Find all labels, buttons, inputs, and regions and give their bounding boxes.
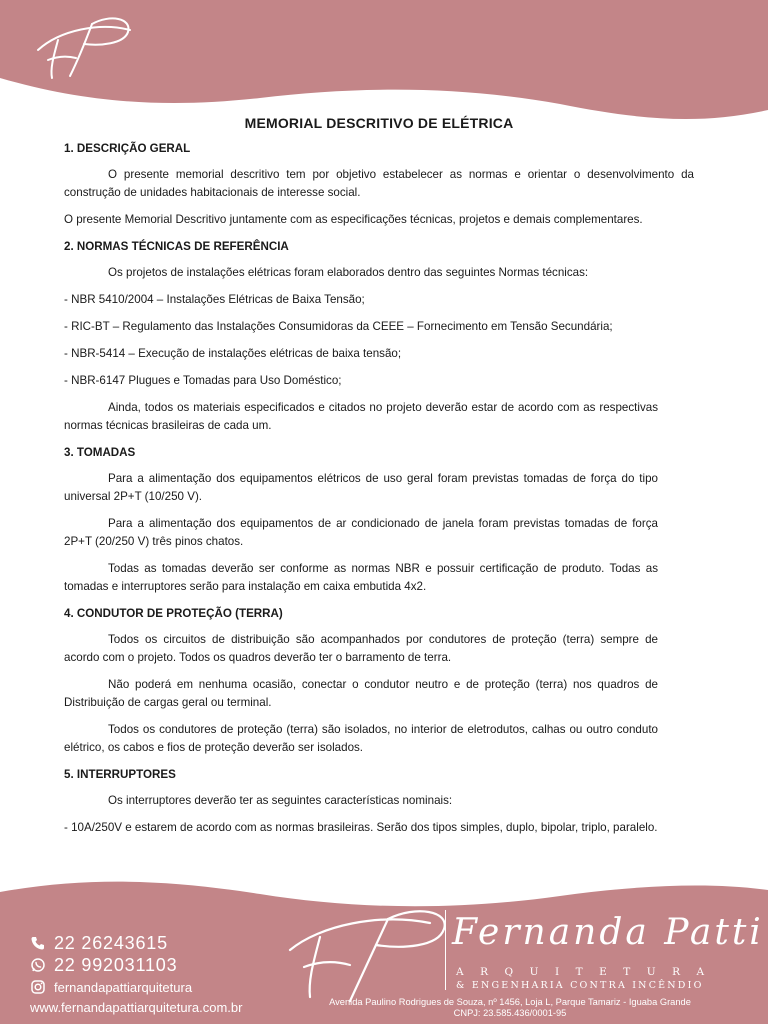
footer-contacts [30, 932, 242, 1015]
brand-subtitle-arquitetura: ARQUITETURA [456, 966, 721, 978]
list-item: - NBR 5410/2004 – Instalações Elétricas de Baixa Tensão; [64, 293, 365, 306]
section-interruptores [64, 766, 694, 837]
paragraph: Os interruptores deverão ter as seguintes características nominais: [108, 794, 453, 807]
paragraph: O presente Memorial Descritivo juntamente com as especificações técnicas, projetos e demais complementares. [64, 213, 643, 226]
list-item: - NBR-5414 – Execução de instalações elétricas de baixa tensão; [64, 347, 402, 360]
brand-subtitle-engenharia: & ENGENHARIA CONTRA INCÊNDIO [456, 980, 704, 991]
section-heading: 3. TOMADAS [64, 446, 136, 459]
brand-name: Fernanda Patti [452, 912, 764, 953]
document-body [64, 114, 694, 846]
paragraph: O presente memorial descritivo tem por objetivo estabelecer as normas e orientar o desenvolvimento da construção de unidades habitacionais de interesse social. [64, 168, 694, 199]
section-heading: 4. CONDUTOR DE PROTEÇÃO (TERRA) [64, 607, 283, 620]
instagram-handle: fernandapattiarquitetura [54, 979, 193, 995]
instagram-contact[interactable] [30, 976, 242, 998]
instagram-icon [30, 979, 46, 995]
section-heading: 5. INTERRUPTORES [64, 768, 176, 781]
paragraph: Todas as tomadas deverão ser conforme as normas NBR e possuir certificação de produto. Todas as tomadas e interruptores serão para instalação em caixa embutida 4x2. [64, 562, 658, 593]
paragraph: Os projetos de instalações elétricas foram elaborados dentro das seguintes Normas técnicas: [108, 266, 589, 279]
whatsapp-number: 22 992031103 [54, 954, 178, 975]
website-link[interactable]: www.fernandapattiarquitetura.com.br [30, 1000, 243, 1015]
paragraph: Não poderá em nenhuma ocasião, conectar o condutor neutro e de proteção (terra) nos quadros de Distribuição de cargas geral ou terminal. [64, 678, 658, 709]
section-descricao-geral [64, 140, 694, 229]
section-heading: 2. NORMAS TÉCNICAS DE REFERÊNCIA [64, 240, 289, 253]
paragraph: Para a alimentação dos equipamentos de ar condicionado de janela foram previstas tomadas de força 2P+T (20/250 V) três pinos chatos. [64, 517, 658, 548]
cnpj-line: CNPJ: 23.585.436/0001-95 [453, 1008, 567, 1018]
paragraph: Para a alimentação dos equipamentos elétricos de uso geral foram previstas tomadas de força do tipo universal 2P+T (10/250 V). [64, 472, 658, 503]
document-title: MEMORIAL DESCRITIVO DE ELÉTRICA [244, 115, 514, 131]
paragraph: - 10A/250V e estarem de acordo com as normas brasileiras. Serão dos tipos simples, duplo, bipolar, triplo, paralelo. [64, 821, 658, 834]
whatsapp-contact[interactable] [30, 954, 242, 976]
paragraph: Todos os condutores de proteção (terra) são isolados, no interior de eletrodutos, calhas ou outro conduto elétrico, os cabos e fios de proteção deverão ser isolados. [64, 723, 658, 754]
address-line: Avenida Paulino Rodrigues de Souza, nº 1456, Loja L, Parque Tamariz - Iguaba Grande [329, 997, 691, 1007]
phone-number: 22 26243615 [54, 932, 168, 953]
phone-contact[interactable] [30, 932, 242, 954]
list-item: - RIC-BT – Regulamento das Instalações Consumidoras da CEEE – Fornecimento em Tensão Secundária; [64, 320, 613, 333]
paragraph: Todos os circuitos de distribuição são acompanhados por condutores de proteção (terra) sempre de acordo com o projeto. Todos os quadros deverão ter o barramento de terra. [64, 633, 658, 664]
section-heading: 1. DESCRIÇÃO GERAL [64, 142, 191, 155]
list-item: - NBR-6147 Plugues e Tomadas para Uso Doméstico; [64, 374, 342, 387]
footer-address-block [300, 997, 720, 1019]
section-tomadas [64, 444, 694, 596]
whatsapp-icon [30, 957, 46, 973]
section-condutor-protecao [64, 605, 694, 757]
paragraph: Ainda, todos os materiais especificados e citados no projeto deverão estar de acordo com as respectivas normas técnicas brasileiras de cada um. [64, 401, 658, 432]
phone-icon [30, 935, 46, 951]
section-normas-tecnicas [64, 238, 694, 435]
brand-divider [445, 910, 446, 990]
